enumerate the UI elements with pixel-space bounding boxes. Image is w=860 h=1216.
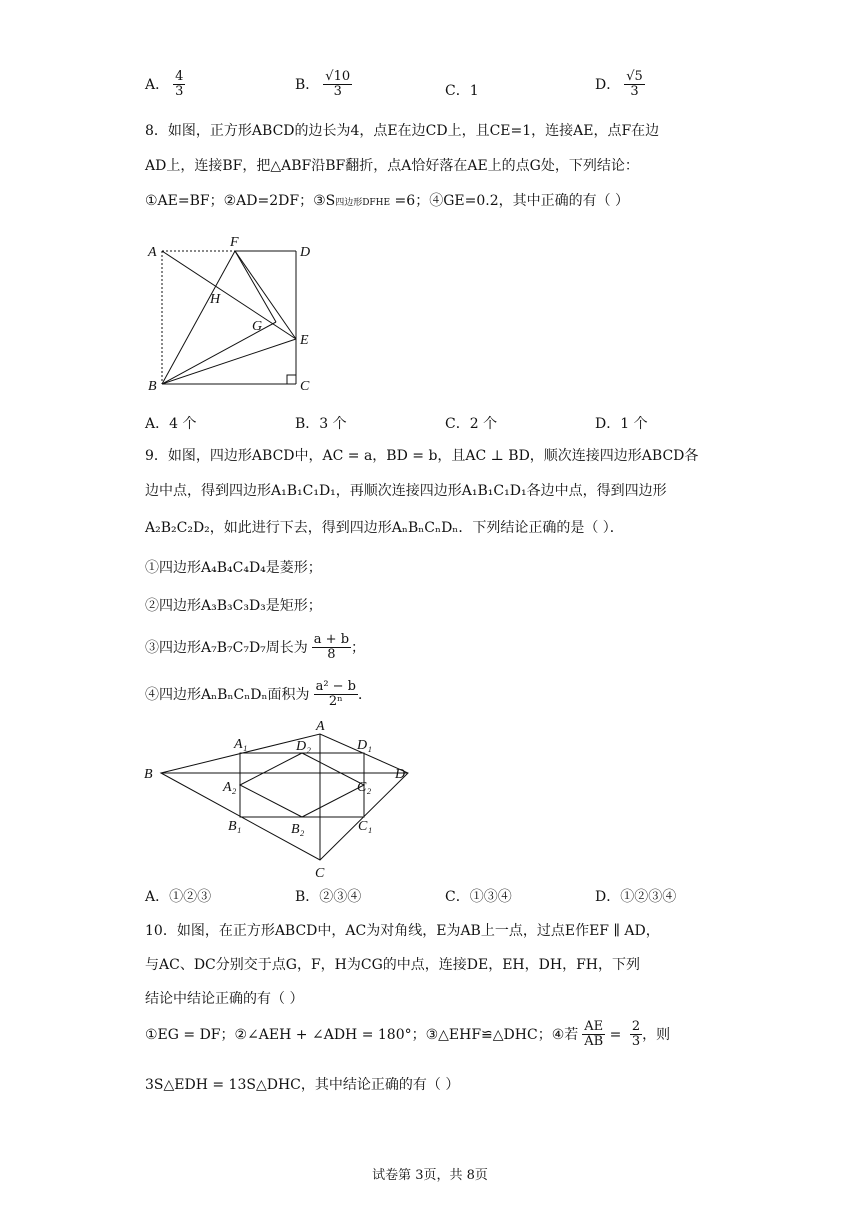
q9-item-1: ①四边形A₄B₄C₄D₄是菱形； [145, 560, 322, 576]
q7-option-a: A． $\frac{4}{3}$ [145, 69, 184, 100]
q7-option-c: C．1 [445, 83, 479, 99]
q9-label-d2: D₂ [296, 739, 311, 754]
q9-item-2: ②四边形A₃B₃C₃D₃是矩形； [145, 598, 322, 614]
q8-label-h: H [210, 292, 221, 307]
q9-option-b: B．②③④ [295, 889, 362, 905]
q8-right-angle [287, 375, 296, 384]
q9-label-b1: B₁ [228, 819, 242, 834]
q10-line-2: 与AC、DC分别交于点G，F，H为CG的中点，连接DE，EH，DH，FH，下列 [145, 957, 640, 973]
q9-quad-abcd [161, 734, 408, 860]
q8-seg-fe [235, 251, 296, 339]
q8-line-3: ①AE=BF；②AD=2DF；③S四边形DFHE =6；④GE=0.2，其中正确的有（ ） [145, 193, 630, 209]
q9-label-b2: B₂ [291, 822, 305, 837]
q8-label-b: B [148, 379, 157, 394]
q9-line-2: 边中点，得到四边形A₁B₁C₁D₁，再顺次连接四边形A₁B₁C₁D₁各边中点，得到四边形 [145, 483, 667, 499]
q8-line-2: AD上，连接BF，把△ABF沿BF翻折，点A恰好落在AE上的点G处，下列结论： [145, 158, 639, 174]
q9-label-a2: A₂ [223, 780, 237, 795]
q9-item-4: ④四边形AₙBₙCₙDₙ面积为 $\frac{\text{a² − b}}{\text{2ⁿ}}$ ． [145, 679, 373, 710]
q9-item-3: ③四边形A₇B₇C₇D₇周长为 $\frac{a + b}{8}$ ； [145, 632, 366, 663]
q9-label-c1: C₁ [358, 819, 373, 834]
q9-line-1: 9．如图，四边形ABCD中，AC = a，BD = b，且AC ⊥ BD，顺次连接四边形ABCD各 [145, 448, 699, 464]
q7-option-d: D． $\frac{√5}{3}$ [595, 69, 643, 100]
q9-label-b: B [144, 767, 153, 782]
q8-label-a: A [148, 245, 157, 260]
q8-line-1: 8．如图，正方形ABCD的边长为4，点E在边CD上，且CE=1，连接AE，点F在边 [145, 123, 660, 139]
q8-option-d: D．1 个 [595, 416, 648, 432]
q9-line-3: A₂B₂C₂D₂，如此进行下去，得到四边形AₙBₙCₙDₙ．下列结论正确的是（ ）． [145, 520, 624, 536]
q8-label-e: E [300, 333, 309, 348]
q8-label-g: G [252, 319, 263, 334]
q8-seg-be [162, 339, 296, 384]
q9-option-c: C．①③④ [445, 889, 512, 905]
q10-line-3: 结论中结论正确的有（ ） [145, 991, 304, 1007]
q8-seg-ae [162, 251, 296, 339]
q8-seg-bg [162, 322, 276, 384]
q8-option-c: C．2 个 [445, 416, 498, 432]
q8-seg-fg [235, 251, 276, 322]
page-footer: 试卷第 3页，共 8页 [372, 1168, 488, 1183]
q8-label-f: F [230, 235, 239, 250]
q9-option-a: A．①②③ [145, 889, 212, 905]
q8-option-b: B．3 个 [295, 416, 347, 432]
q9-label-c: C [315, 866, 325, 881]
q9-label-d1: D₁ [357, 738, 372, 753]
q7-option-b: B． $\frac{√10}{3}$ [295, 69, 351, 100]
q8-label-c: C [300, 379, 310, 394]
q10-line-5: 3S△EDH = 13S△DHC，其中结论正确的有（ ） [145, 1077, 460, 1093]
q10-line-1: 10．如图，在正方形ABCD中，AC为对角线，E为AB上一点，过点E作EF ∥ AD， [145, 923, 660, 939]
q9-quad-a2b2c2d2 [240, 753, 364, 817]
q8-seg-bf [162, 251, 235, 384]
q9-label-c2: C₂ [357, 780, 372, 795]
q9-quad-a1b1c1d1 [240, 753, 364, 817]
q10-line-4: ①EG = DF；②∠AEH + ∠ADH = 180°；③△EHF≌△DHC；④若 $\frac{AE}{AB}$ = $\frac{2}{3}$ ，则 [145, 1019, 671, 1050]
q9-option-d: D．①②③④ [595, 889, 677, 905]
q8-label-d: D [300, 245, 311, 260]
q9-label-a1: A₁ [234, 737, 248, 752]
q9-label-a: A [316, 719, 325, 734]
q8-option-a: A．4 个 [145, 416, 197, 432]
q9-label-d: D [395, 767, 406, 782]
